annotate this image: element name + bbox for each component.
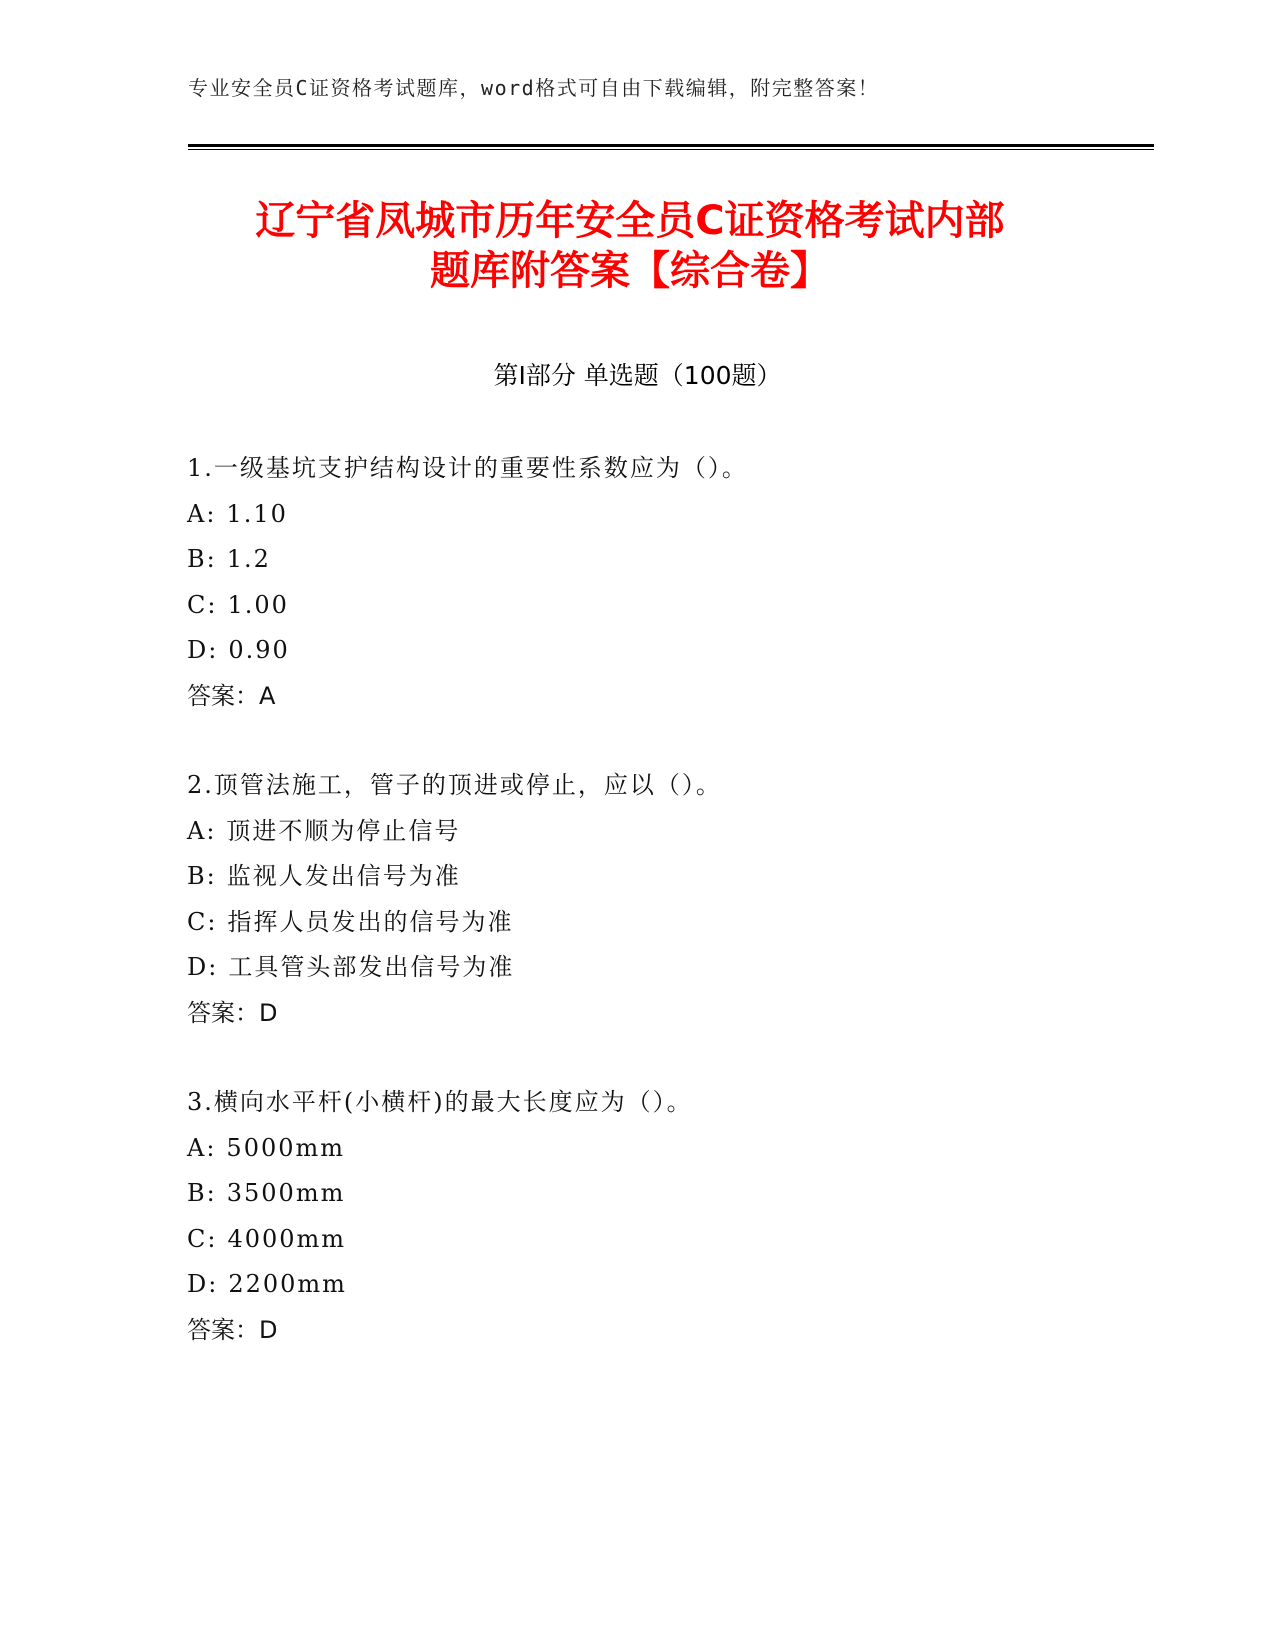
option-label: B: xyxy=(187,862,217,890)
option-a xyxy=(187,1126,1137,1172)
section-title: 第Ⅰ部分 单选题（100题） xyxy=(493,361,782,390)
option-c xyxy=(187,583,1137,629)
option-text: 工具管头部发出信号为准 xyxy=(228,953,515,981)
option-text: 指挥人员发出的信号为准 xyxy=(227,907,514,936)
question-stem: 3.横向水平杆(小横杆)的最大长度应为（）。 xyxy=(187,1088,693,1116)
option-d xyxy=(187,628,1137,674)
option-text: 顶进不顺为停止信号 xyxy=(226,816,461,845)
header-rule-thick xyxy=(188,144,1154,147)
question-1 xyxy=(187,446,1137,719)
option-d xyxy=(187,945,1137,991)
answer: 答案：A xyxy=(187,681,276,710)
question-list xyxy=(187,446,1137,1397)
answer: 答案：D xyxy=(187,1315,278,1344)
question-stem: 2.顶管法施工，管子的顶进或停止，应以（）。 xyxy=(187,771,722,799)
option-c xyxy=(187,1217,1137,1263)
option-text: 2200mm xyxy=(228,1270,347,1298)
option-text: 监视人发出信号为准 xyxy=(226,862,461,890)
option-label: D: xyxy=(187,1270,219,1298)
option-text: 5000mm xyxy=(226,1133,346,1162)
document-title xyxy=(150,196,1110,296)
option-c xyxy=(187,900,1137,946)
option-text: 4000mm xyxy=(227,1224,347,1253)
option-label: A: xyxy=(187,816,217,845)
header-rule-thin xyxy=(188,149,1154,150)
option-label: D: xyxy=(187,953,219,981)
option-b xyxy=(187,537,1137,583)
answer: 答案：D xyxy=(187,998,278,1027)
option-text: 1.2 xyxy=(226,545,271,573)
option-label: D: xyxy=(187,636,219,664)
question-stem: 1.一级基坑支护结构设计的重要性系数应为（）。 xyxy=(187,454,748,482)
option-b xyxy=(187,1171,1137,1217)
option-a xyxy=(187,492,1137,538)
option-d xyxy=(187,1262,1137,1308)
page-header: 专业安全员C证资格考试题库，word格式可自由下载编辑，附完整答案！ xyxy=(188,76,880,100)
option-text: 1.00 xyxy=(227,590,289,619)
option-label: A: xyxy=(187,1133,217,1162)
option-text: 0.90 xyxy=(228,636,290,664)
option-label: A: xyxy=(187,499,217,528)
option-text: 3500mm xyxy=(226,1179,346,1207)
option-text: 1.10 xyxy=(226,499,288,528)
option-label: C: xyxy=(187,907,218,936)
question-3 xyxy=(187,1080,1137,1353)
option-b xyxy=(187,854,1137,900)
option-label: C: xyxy=(187,1224,218,1253)
option-label: C: xyxy=(187,590,218,619)
header-rule xyxy=(188,144,1154,151)
option-a xyxy=(187,809,1137,855)
option-label: B: xyxy=(187,545,217,573)
question-2 xyxy=(187,763,1137,1036)
document-title-line-2: 题库附答案【综合卷】 xyxy=(430,248,830,294)
document-title-line-1: 辽宁省凤城市历年安全员C证资格考试内部 xyxy=(255,198,1005,244)
option-label: B: xyxy=(187,1179,217,1207)
